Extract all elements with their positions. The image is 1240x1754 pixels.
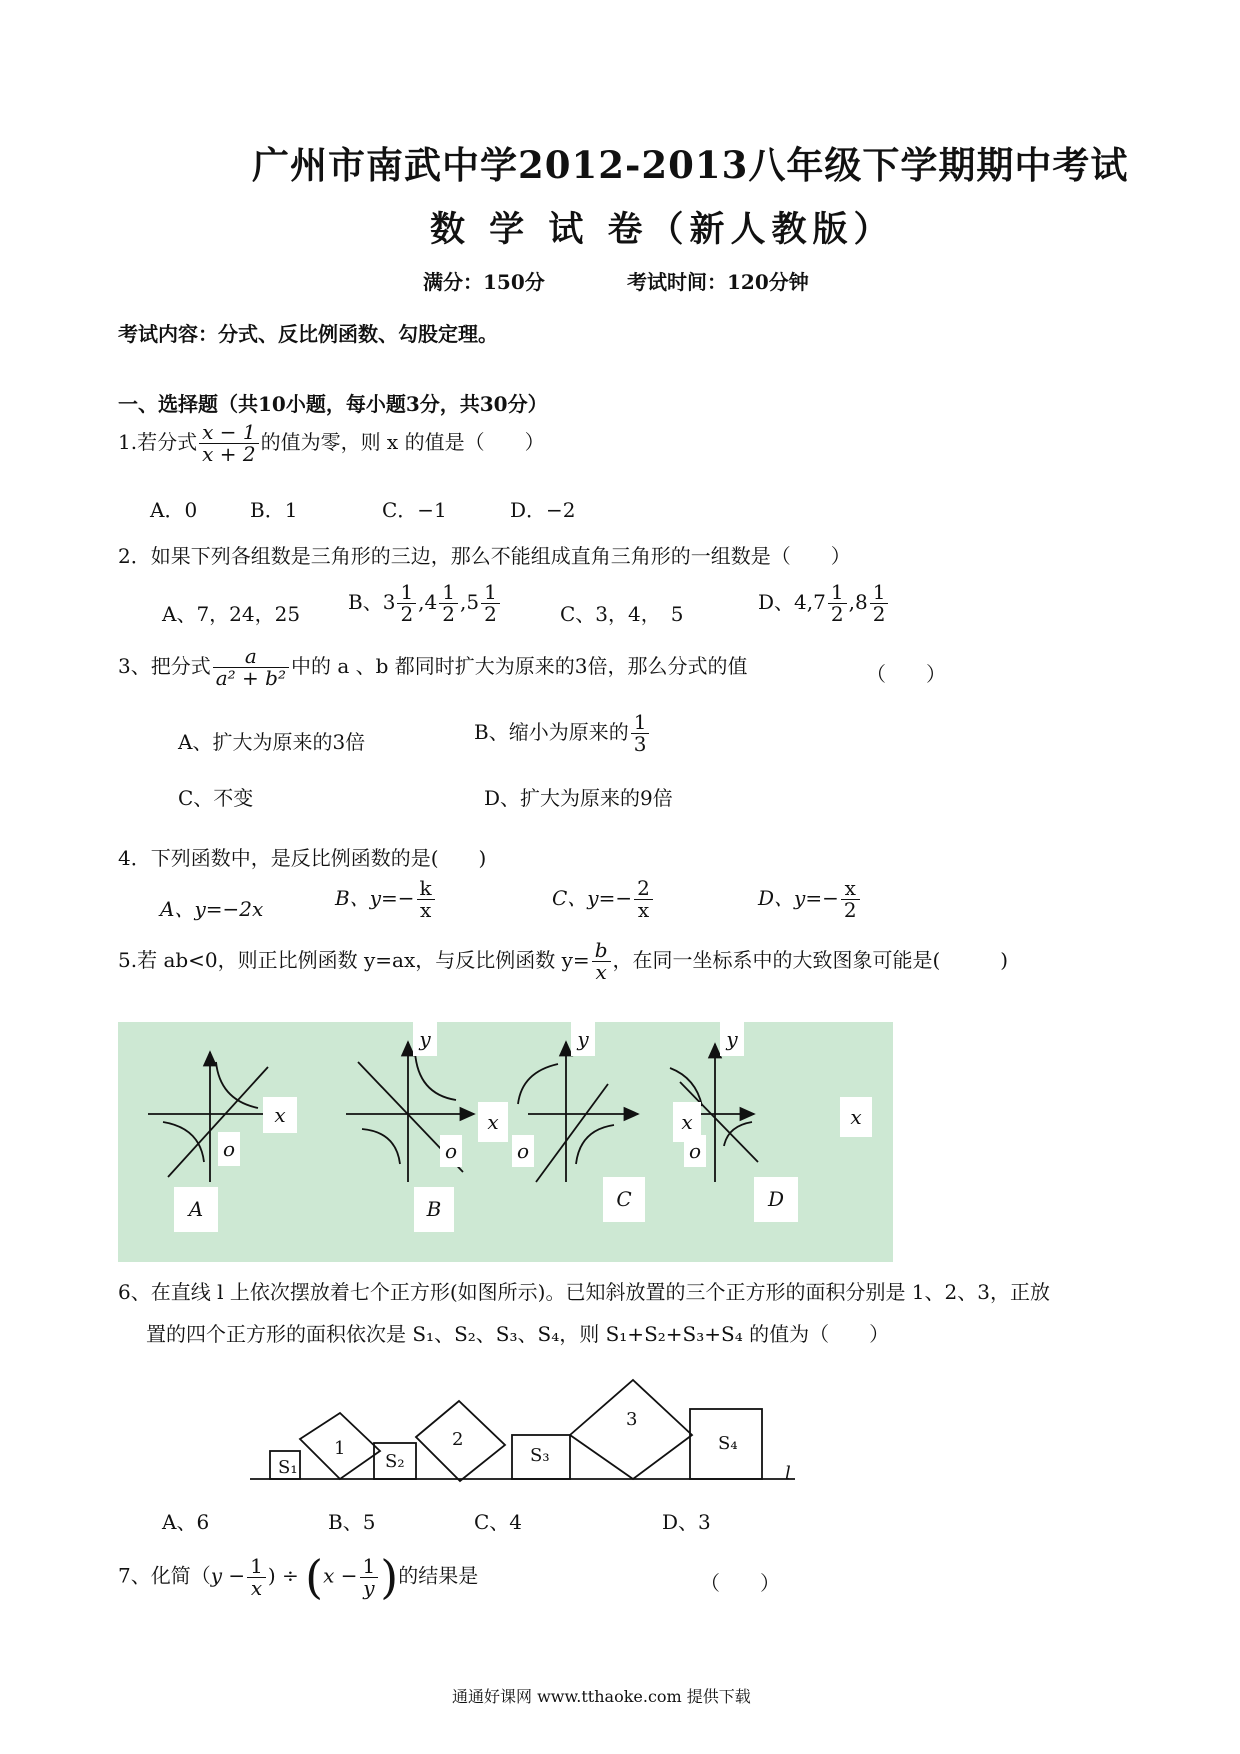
label-1: 1: [334, 1438, 346, 1459]
graph-b-label: B: [414, 1187, 454, 1232]
q3-answer-paren: （ ）: [866, 662, 946, 686]
section-heading: 一、选择题（共10小题，每小题3分，共30分）: [118, 392, 548, 416]
q1-suffix: 的值为零，则 x 的值是（ ）: [260, 430, 545, 454]
q4-option-d: D、y=− $\frac{x}{2}$: [758, 878, 862, 921]
q5-fraction: $\frac{b}{x}$: [592, 940, 611, 983]
q3-option-b: B、缩小为原来的 $\frac{1}{3}$: [474, 712, 651, 755]
graph-c-hyperbola-1: [518, 1064, 558, 1104]
q6-option-d: D、3: [662, 1510, 711, 1534]
q2-option-b: B、3 $\frac{1}{2}$ ,4 $\frac{1}{2}$ ,5 $\frac{1}{2}$: [348, 582, 502, 625]
q1-option-d: D．−2: [510, 498, 576, 522]
question-6-line-2: 置的四个正方形的面积依次是 S₁、S₂、S₃、S₄，则 S₁+S₂+S₃+S₄ 的值为（ ）: [146, 1322, 890, 1346]
question-6-line-1: 6、在直线 l 上依次摆放着七个正方形(如图所示)。已知斜放置的三个正方形的面积分别是 1、2、3，正放: [118, 1280, 1050, 1304]
footer-credit: 通通好课网 www.tthaoke.com 提供下载: [452, 1687, 751, 1706]
q1-option-a: A．0: [150, 498, 198, 522]
graph-a-hyperbola-2: [163, 1122, 204, 1162]
q5-graphs-panel: [118, 1022, 893, 1262]
graph-c-line: [536, 1084, 608, 1182]
label-s1: S₁: [278, 1457, 298, 1478]
question-7: 7、化简（y − $\frac{1}{x}$ ) ÷ (x − $\frac{1}{y}$ )的结果是: [118, 1550, 479, 1604]
graph-a-x-label: x: [263, 1097, 297, 1133]
graph-c-y-label: y: [571, 1022, 595, 1056]
q3-option-d: D、扩大为原来的9倍: [484, 786, 673, 810]
graph-c-hyperbola-2: [576, 1125, 614, 1164]
q3-option-a: A、扩大为原来的3倍: [178, 730, 366, 754]
graph-c-label: C: [603, 1177, 645, 1222]
q7-answer-paren: （ ）: [700, 1571, 780, 1595]
exam-subtitle: 数 学 试 卷（新人教版）: [430, 209, 895, 250]
graph-b-y-label: y: [413, 1022, 437, 1056]
q2-option-c: C、3，4， 5: [560, 602, 684, 626]
full-score: 满分：150分: [423, 270, 545, 294]
q1-option-c: C．−1: [382, 498, 447, 522]
q1-option-b: B．1: [250, 498, 298, 522]
q4-option-a: A、y=−2x: [160, 897, 264, 921]
label-s4: S₄: [718, 1433, 738, 1454]
graph-d-x-label: x: [840, 1097, 872, 1137]
graph-a-label: A: [174, 1187, 218, 1232]
q3-fraction: $\frac{a}{\text{a² + b²}}$: [213, 646, 289, 689]
q4-option-c: C、y=− $\frac{2}{x}$: [552, 878, 655, 921]
question-5: 5.若 ab<0，则正比例函数 y=ax，与反比例函数 y= $\frac{b}{x}$ ，在同一坐标系中的大致图象可能是( ): [118, 938, 1009, 984]
graph-b-o-label: o: [440, 1135, 462, 1167]
graph-c-x-label: x: [673, 1102, 701, 1142]
graph-b-x-label: x: [478, 1102, 508, 1142]
q6-option-c: C、4: [474, 1510, 523, 1534]
q3-option-c: C、不变: [178, 786, 254, 810]
q1-prefix: 1.若分式: [118, 430, 198, 454]
graph-b-hyperbola-2: [362, 1129, 400, 1164]
label-3: 3: [626, 1409, 638, 1430]
question-1: [118, 422, 545, 465]
graph-d-label: D: [754, 1177, 798, 1222]
graph-d-o-label: o: [684, 1135, 706, 1167]
label-2: 2: [452, 1429, 464, 1450]
label-s3: S₃: [530, 1445, 550, 1466]
q6-squares-figure: [240, 1355, 820, 1495]
exam-time: 考试时间：120分钟: [627, 270, 809, 294]
graph-a-o-label: o: [218, 1132, 240, 1166]
q1-fraction: $\frac{x - 1}{x + 2}$: [199, 422, 258, 465]
label-s2: S₂: [385, 1451, 405, 1472]
question-3: 3、把分式 $\frac{a}{\text{a² + b²}}$ 中的 a 、b 都同时扩大为原来的3倍，那么分式的值: [118, 644, 748, 690]
graph-b-hyperbola-1: [415, 1052, 456, 1100]
q2-option-a: A、7，24，25: [162, 602, 301, 626]
q6-option-b: B、5: [328, 1510, 376, 1534]
question-2: 2．如果下列各组数是三角形的三边，那么不能组成直角三角形的一组数是（ ）: [118, 544, 851, 568]
graph-d-y-label: y: [720, 1022, 744, 1056]
question-4: 4．下列函数中，是反比例函数的是( ): [118, 846, 487, 870]
graph-c-o-label: o: [512, 1135, 534, 1167]
label-l: l: [785, 1463, 791, 1484]
q2-option-d: D、4,7 $\frac{1}{2}$ ,8 $\frac{1}{2}$: [758, 582, 890, 625]
exam-content: 考试内容：分式、反比例函数、勾股定理。: [118, 322, 498, 346]
exam-title: 广州市南武中学2012-2013八年级下学期期中考试: [252, 143, 1129, 187]
q6-option-a: A、6: [162, 1510, 210, 1534]
q4-option-b: B、y=− $\frac{k}{x}$: [335, 878, 437, 921]
